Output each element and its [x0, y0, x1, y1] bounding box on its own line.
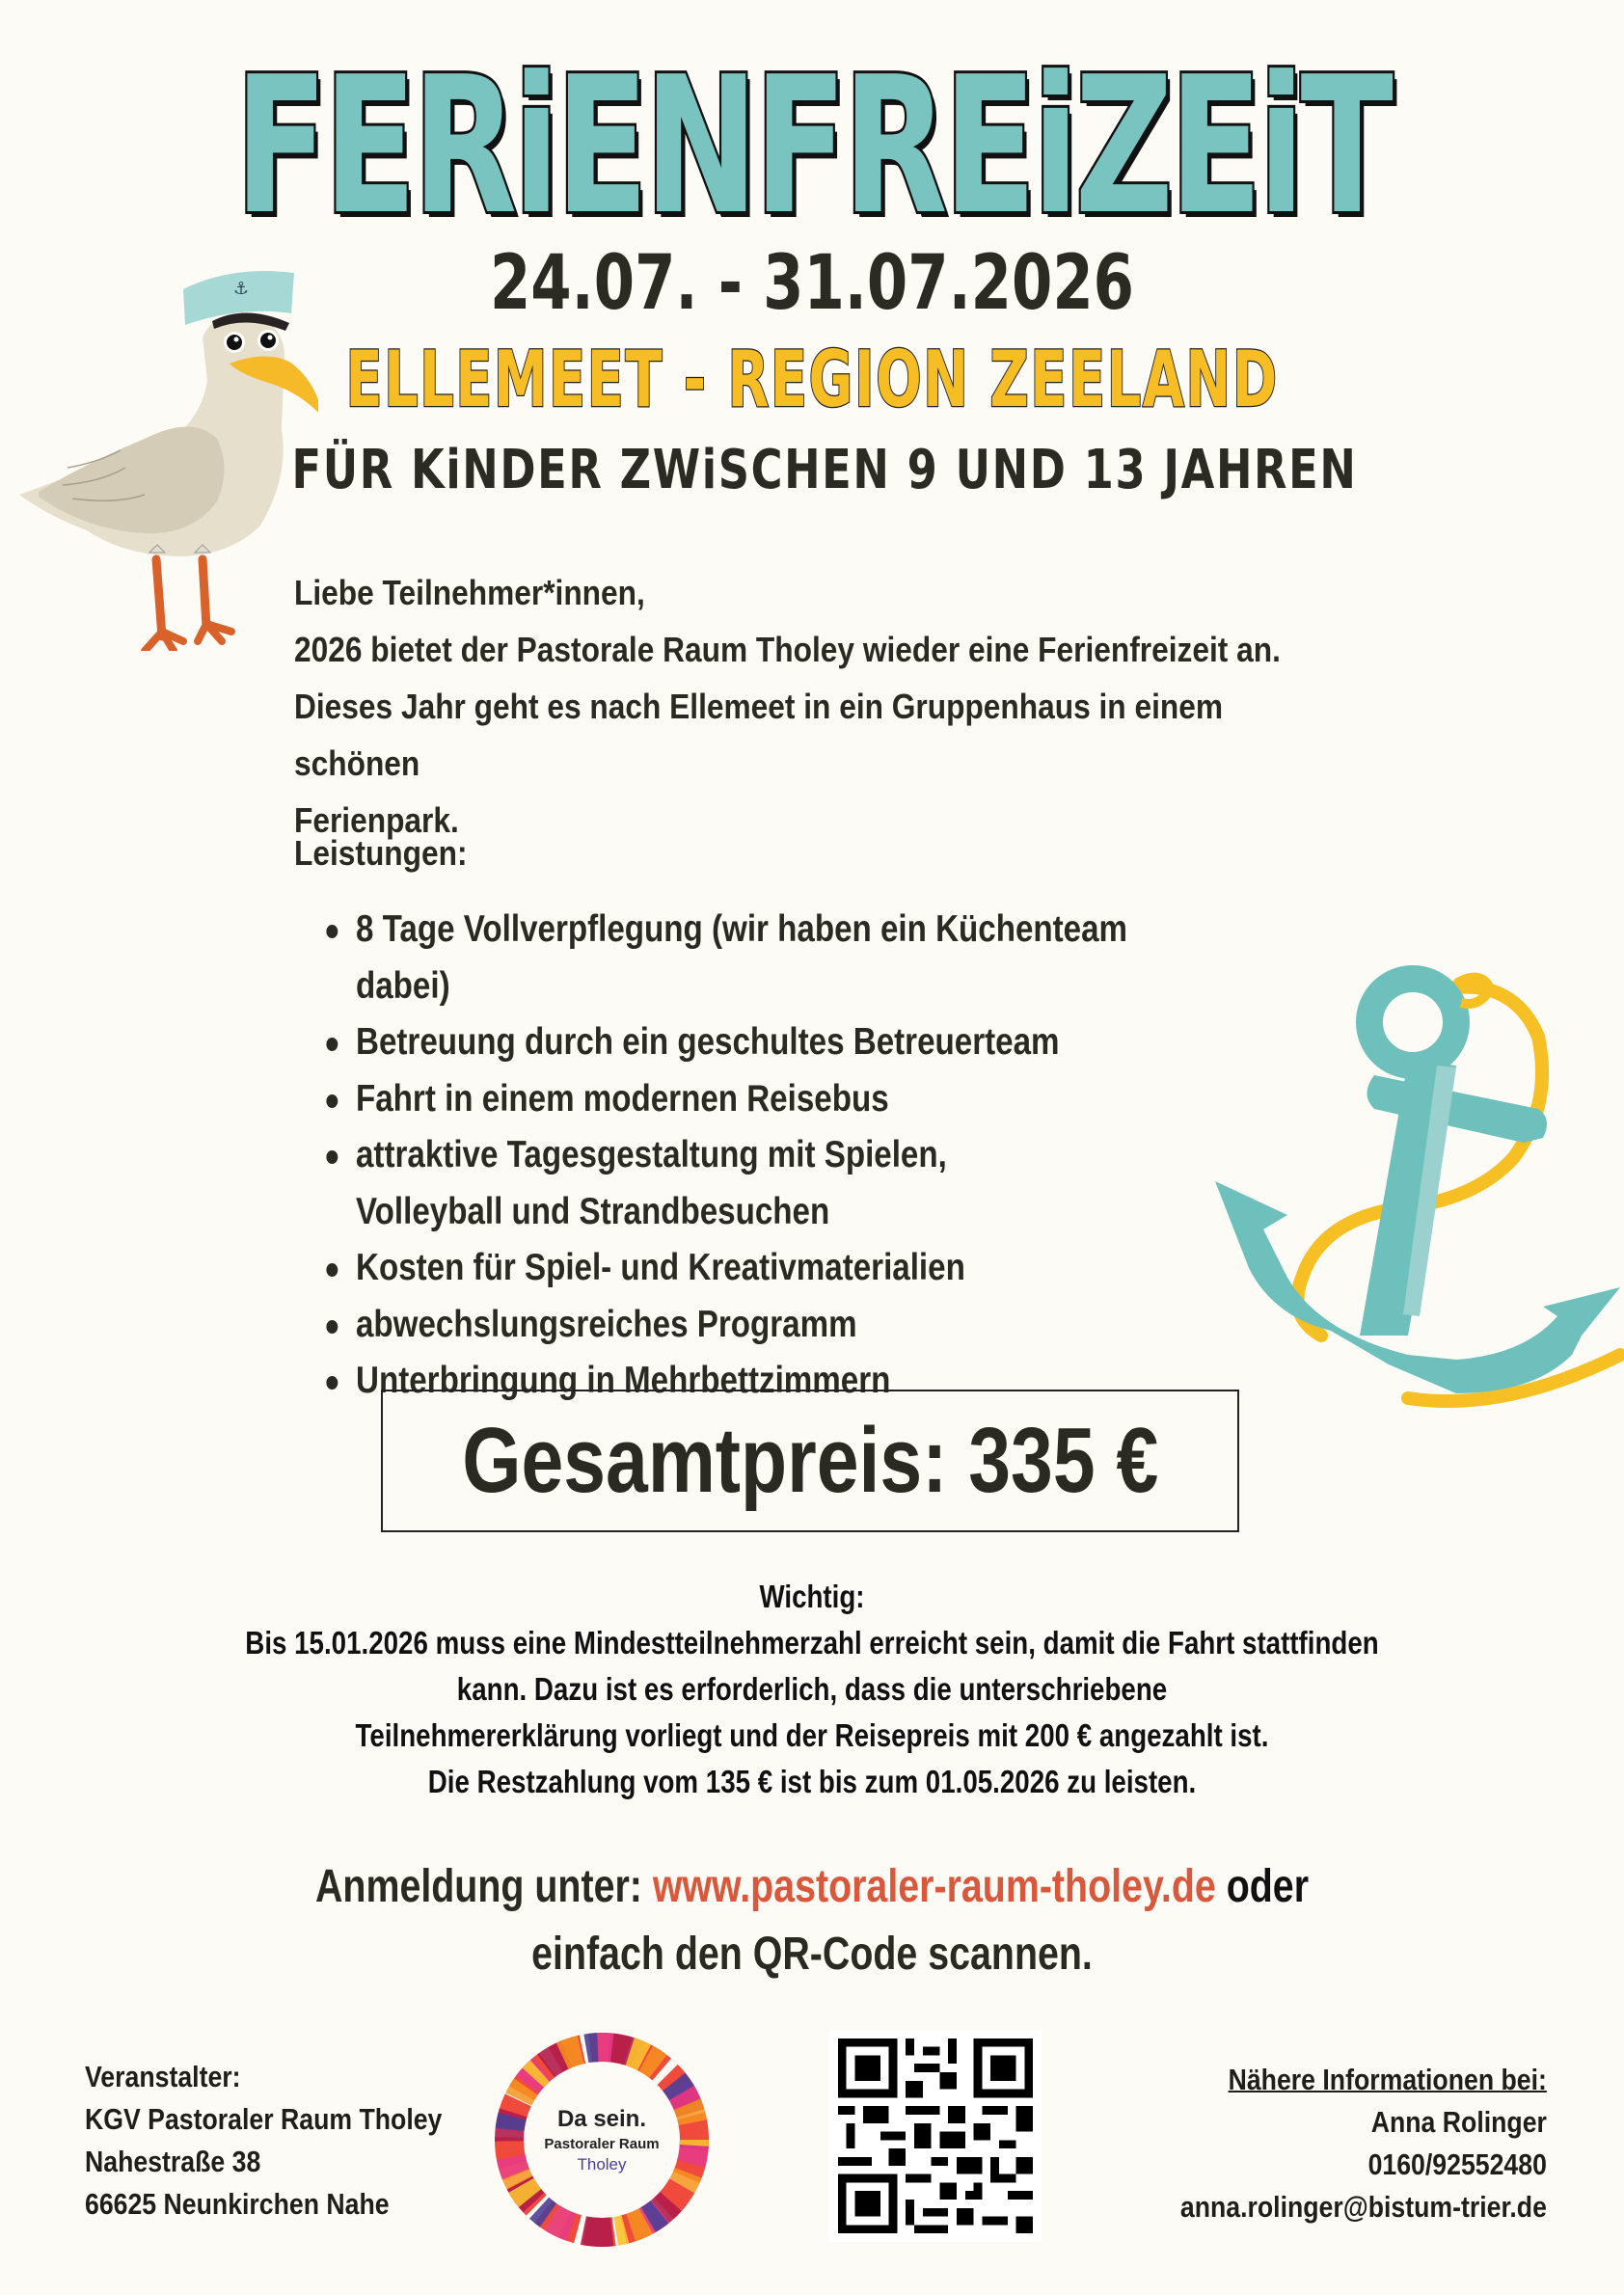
total-price-box [381, 1390, 1239, 1532]
services-label: Leistungen: [294, 833, 468, 873]
logo-org: Pastoraler Raum [544, 2136, 660, 2152]
list-item: Fahrt in einem modernen Reisebus [323, 1071, 1143, 1128]
important-heading: Wichtig: [759, 1579, 865, 1614]
important-line: Die Restzahlung vom 135 € ist bis zum 01.05.2026 zu leisten. [427, 1764, 1197, 1799]
registration-link[interactable]: www.pastoraler-raum-tholey.de [652, 1861, 1216, 1912]
total-price: Gesamtpreis: 335 € [461, 1409, 1159, 1512]
organizer-name: KGV Pastoraler Raum Tholey [85, 2102, 443, 2136]
intro-text [294, 564, 1346, 849]
intro-line-3: Ferienpark. [294, 800, 459, 840]
list-item: attraktive Tagesgestaltung mit Spielen, Volleyball und Strandbesuchen [323, 1127, 1053, 1240]
important-line: Teilnehmererklärung vorliegt und der Reisepreis mit 200 € angezahlt ist. [355, 1717, 1269, 1753]
registration-info [0, 1853, 1624, 1988]
organizer-heading: Veranstalter: [85, 2060, 241, 2093]
pastoraler-raum-logo [487, 2025, 717, 2254]
flyer-title: FERiENFREiZEiT [234, 37, 1390, 256]
registration-suffix: oder [1215, 1861, 1310, 1912]
event-dates: 24.07. - 31.07.2026 [489, 240, 1135, 327]
registration-line-2: einfach den QR-Code scannen. [531, 1929, 1093, 1980]
organizer-street: Nahestraße 38 [85, 2145, 261, 2178]
svg-text:⚓: ⚓ [232, 279, 250, 299]
list-item: Kosten für Spiel- und Kreativmaterialien [323, 1240, 1143, 1297]
list-item: Unterbringung in Mehrbettzimmern [323, 1353, 1143, 1410]
registration-prefix: Anmeldung unter: [314, 1861, 653, 1912]
contact-name: Anna Rolinger [1370, 2105, 1547, 2139]
event-location: ELLEMEET - REGION ZEELAND [345, 335, 1279, 424]
organizer-city: 66625 Neunkirchen Nahe [85, 2187, 390, 2221]
contact-heading: Nähere Informationen bei: [1228, 2063, 1547, 2096]
logo-place: Tholey [577, 2155, 627, 2174]
contact-email[interactable]: anna.rolinger@bistum-trier.de [1179, 2190, 1547, 2224]
intro-line-2: Dieses Jahr geht es nach Ellemeet in ein Gruppenhaus in einem schönen [294, 687, 1224, 783]
important-line: kann. Dazu ist es erforderlich, dass die unterschriebene [456, 1671, 1168, 1707]
organizer-block [85, 2056, 442, 2226]
intro-line-1: 2026 bietet der Pastorale Raum Tholey wieder eine Ferienfreizeit an. [294, 630, 1281, 669]
seagull-sailor-icon [10, 246, 318, 651]
list-item: abwechslungsreiches Programm [323, 1297, 1143, 1354]
contact-phone[interactable]: 0160/92552480 [1367, 2147, 1547, 2181]
list-item: Betreuung durch ein geschultes Betreuerteam [323, 1014, 1143, 1071]
services-list [323, 902, 1143, 1410]
contact-block [1180, 2059, 1547, 2228]
important-notice [0, 1574, 1624, 1805]
greeting: Liebe Teilnehmer*innen, [294, 573, 645, 612]
target-audience: FÜR KiNDER ZWiSCHEN 9 UND 13 JAHREN [291, 439, 1358, 501]
logo-slogan: Da sein. [556, 2106, 647, 2132]
list-item: 8 Tage Vollverpflegung (wir haben ein Küchenteam dabei) [323, 902, 1143, 1014]
qr-code[interactable] [829, 2030, 1042, 2242]
important-line: Bis 15.01.2026 muss eine Mindestteilnehmerzahl erreicht sein, damit die Fahrt stattfinden [245, 1625, 1379, 1660]
